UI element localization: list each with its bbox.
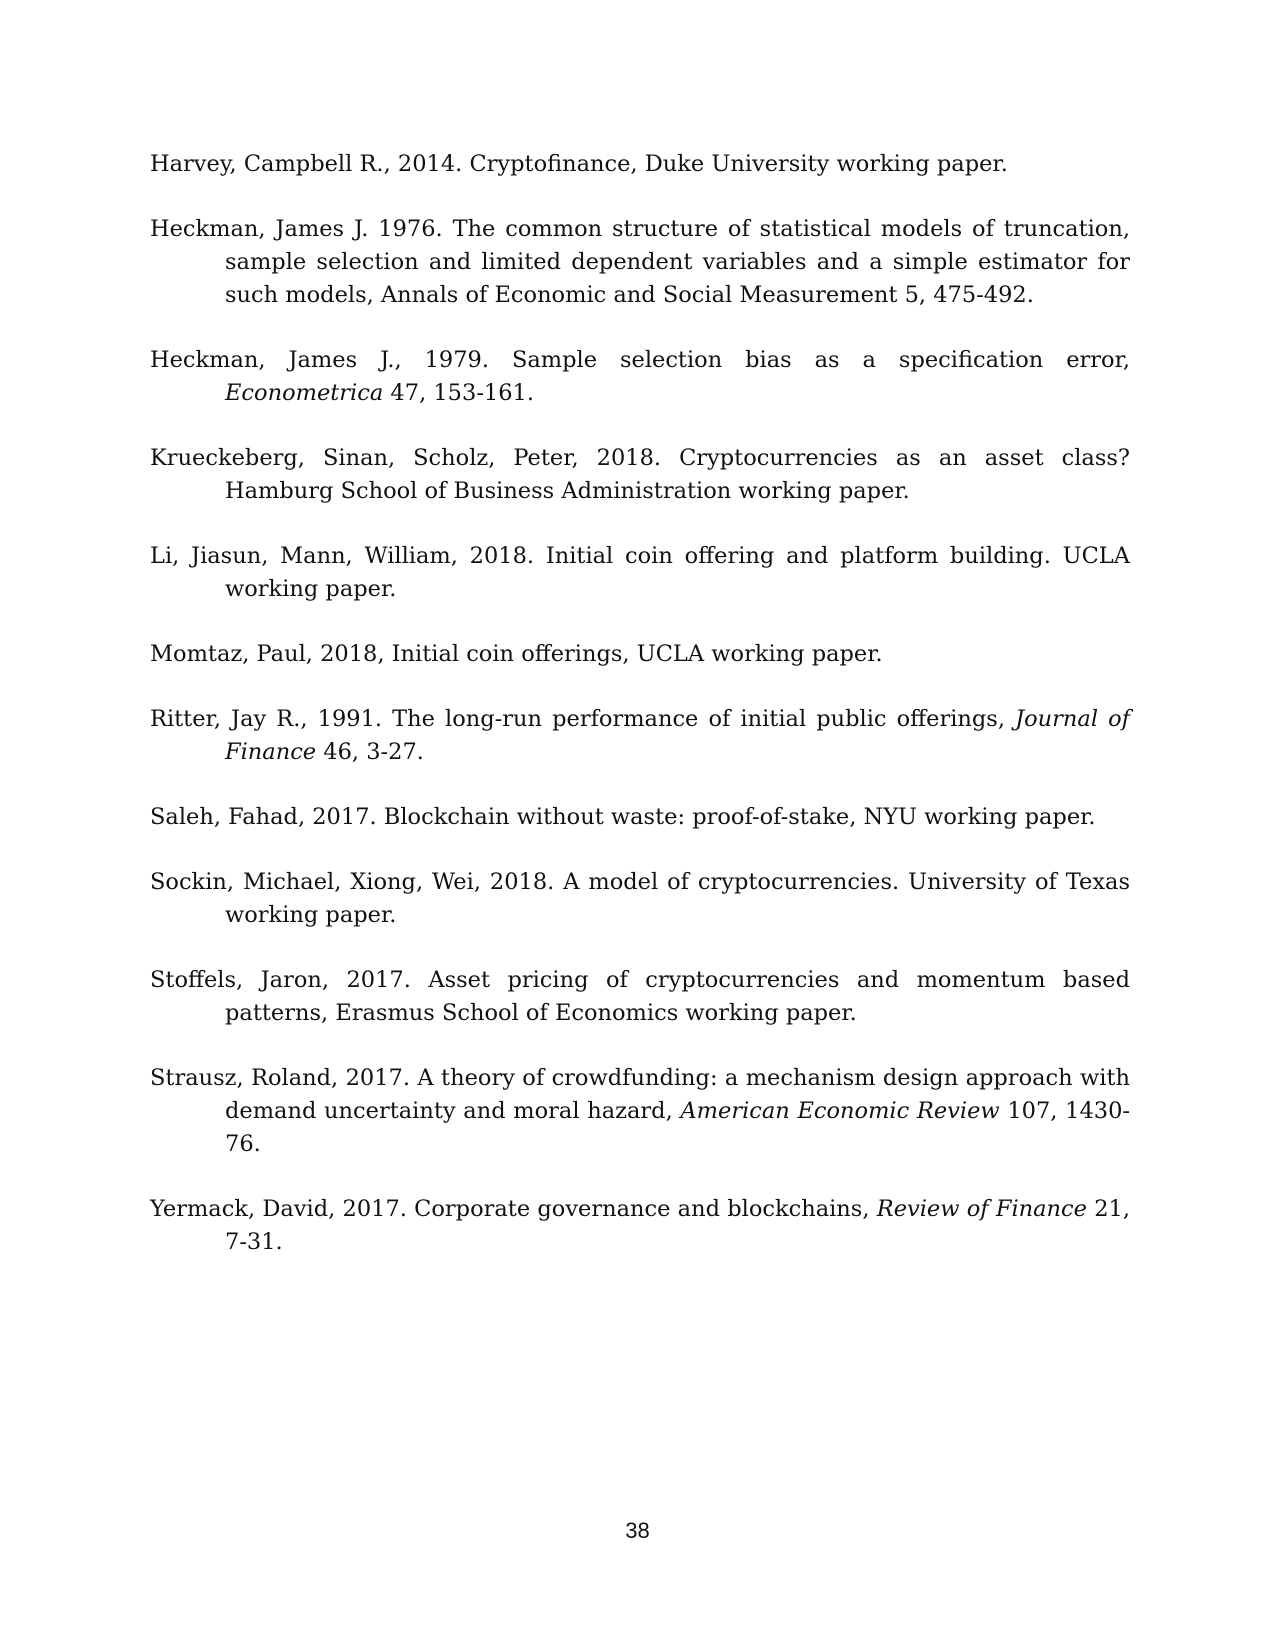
reference-item: Heckman, James J., 1979. Sample selection bias as a specification error, Econometrica 47, 153-161. — [150, 347, 1130, 406]
reference-item: Li, Jiasun, Mann, William, 2018. Initial coin offering and platform building. UCLA working paper. — [150, 543, 1130, 602]
reference-item: Yermack, David, 2017. Corporate governance and blockchains, Review of Finance 21, 7-31. — [150, 1196, 1130, 1255]
reference-list — [150, 148, 1130, 1291]
reference-item: Heckman, James J. 1976. The common structure of statistical models of truncation, sample selection and limited dependent variables and a simple estimator for such models, Annals of Economic and Social Measurement 5, 475-492. — [150, 216, 1130, 308]
reference-item: Sockin, Michael, Xiong, Wei, 2018. A model of cryptocurrencies. University of Texas working paper. — [150, 869, 1130, 928]
reference-item: Saleh, Fahad, 2017. Blockchain without waste: proof-of-stake, NYU working paper. — [150, 804, 1096, 830]
reference-item: Stoffels, Jaron, 2017. Asset pricing of cryptocurrencies and momentum based patterns, Erasmus School of Economics working paper. — [150, 967, 1130, 1026]
reference-item: Krueckeberg, Sinan, Scholz, Peter, 2018. Cryptocurrencies as an asset class? Hamburg School of Business Administration working paper. — [150, 445, 1130, 504]
reference-item: Ritter, Jay R., 1991. The long-run performance of initial public offerings, Journal of Finance 46, 3-27. — [150, 706, 1130, 765]
reference-item: Strausz, Roland, 2017. A theory of crowdfunding: a mechanism design approach with demand uncertainty and moral hazard, American Economic Review 107, 1430-76. — [150, 1065, 1131, 1157]
reference-item: Harvey, Campbell R., 2014. Cryptofinance, Duke University working paper. — [150, 151, 1008, 177]
reference-item: Momtaz, Paul, 2018, Initial coin offerings, UCLA working paper. — [150, 641, 883, 667]
page-number: 38 — [625, 1518, 650, 1543]
